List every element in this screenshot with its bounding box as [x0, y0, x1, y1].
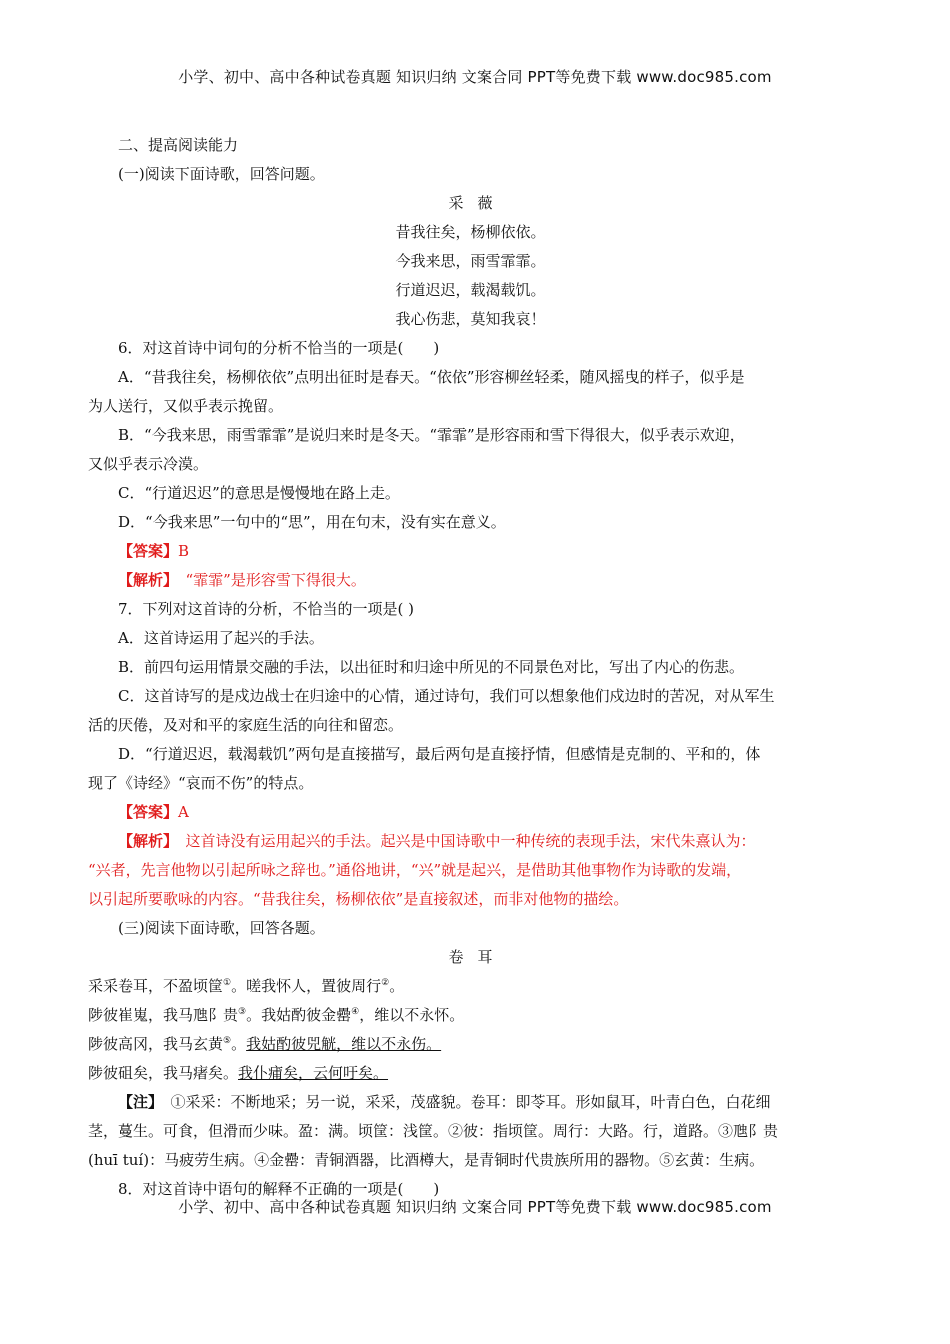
q6-answer — [88, 537, 853, 566]
footnote-marker: ⑤ — [223, 1036, 232, 1046]
analysis-text: 这首诗没有运用起兴的手法。起兴是中国诗歌中一种传统的表现手法，宋代朱熹认为： — [170, 832, 756, 850]
poem1-line: 我心伤悲，莫知我哀！ — [395, 310, 546, 328]
q7-option-c-cont: 活的厌倦，及对和平的家庭生活的向往和留恋。 — [88, 716, 404, 734]
section-heading: 二、提高阅读能力 — [118, 136, 239, 154]
poem1-title: 采薇 — [448, 194, 507, 212]
q6-option-d: D．“今我来思”一句中的“思”，用在句末，没有实在意义。 — [118, 513, 506, 531]
poem1-line: 今我来思，雨雪霏霏。 — [395, 252, 546, 270]
underlined-text: 我仆痡矣，云何吁矣。 — [238, 1064, 389, 1082]
underlined-text: 我姑酌彼兕觥，维以不永伤。 — [246, 1035, 442, 1053]
note-cont: 茎，蔓生。可食，但滑而少味。盈：满。顷筐：浅筐。②彼：指顷筐。周行：大路。行，道路。③虺阝贵 — [88, 1122, 779, 1140]
poem2-line: 陟彼高冈，我马玄黄⑤。我姑酌彼兕觥，维以不永伤。 — [88, 1035, 442, 1053]
answer-tag: 【答案】 — [118, 542, 179, 560]
poem2-line: 采采卷耳，不盈顷筐①。嗟我怀人，置彼周行②。 — [88, 977, 405, 995]
poem1-line: 昔我往矣，杨柳依依。 — [395, 223, 546, 241]
q7-analysis-cont: “兴者，先言他物以引起所咏之辞也。”通俗地讲，“兴”就是起兴，是借助其他事物作为诗歌的发端， — [88, 861, 742, 879]
part3-intro: (三)阅读下面诗歌，回答各题。 — [118, 919, 325, 937]
q7-answer — [88, 798, 853, 827]
poem2-title: 卷耳 — [448, 948, 507, 966]
analysis-tag: 【解析】 — [118, 571, 171, 589]
note-cont: (huī tuí)：马疲劳生病。④金罍：青铜酒器，比酒樽大，是青铜时代贵族所用的器物。⑤玄黄：生病。 — [88, 1151, 765, 1169]
answer-tag: 【答案】 — [118, 803, 179, 821]
q7-stem: 7．下列对这首诗的分析，不恰当的一项是( ) — [118, 600, 415, 618]
document-body — [88, 131, 853, 1204]
poem1-line: 行道迟迟，载渴载饥。 — [395, 281, 546, 299]
q6-stem: 6．对这首诗中词句的分析不恰当的一项是( ) — [118, 339, 440, 357]
note-text: ①采采：不断地采；另一说，采采，茂盛貌。卷耳：即苓耳。形如鼠耳，叶青白色，白花细 — [155, 1093, 771, 1111]
footnote-marker: ① — [223, 978, 232, 988]
analysis-text: “霏霏”是形容雪下得很大。 — [170, 571, 366, 589]
answer-value: A — [178, 803, 189, 821]
q7-option-d: D．“行道迟迟，载渴载饥”两句是直接描写，最后两句是直接抒情，但感情是克制的、平和的，体 — [118, 745, 761, 763]
q7-option-b: B．前四句运用情景交融的手法，以出征时和归途中所见的不同景色对比，写出了内心的伤悲。 — [118, 658, 745, 676]
poem2-line: 陟彼砠矣，我马瘏矣。我仆痡矣，云何吁矣。 — [88, 1064, 389, 1082]
footnote-marker: ④ — [351, 1007, 360, 1017]
q7-option-a: A．这首诗运用了起兴的手法。 — [118, 629, 324, 647]
note-tag: 【注】 — [118, 1093, 156, 1111]
q6-option-a: A．“昔我往矣，杨柳依依”点明出征时是春天。“依依”形容柳丝轻柔，随风摇曳的样子，似乎是 — [118, 368, 745, 386]
note — [88, 1088, 853, 1117]
poem2-line: 陟彼崔嵬，我马虺阝贵③。我姑酌彼金罍④，维以不永怀。 — [88, 1006, 465, 1024]
q6-option-a-cont: 为人送行，又似乎表示挽留。 — [88, 397, 284, 415]
q7-option-c: C．这首诗写的是戍边战士在归途中的心情，通过诗句，我们可以想象他们戍边时的苦况，对从军生 — [118, 687, 775, 705]
footnote-marker: ③ — [238, 1007, 247, 1017]
part1-intro: (一)阅读下面诗歌，回答问题。 — [118, 165, 325, 183]
q6-option-b: B．“今我来思，雨雪霏霏”是说归来时是冬天。“霏霏”是形容雨和雪下得很大，似乎表示欢迎， — [118, 426, 745, 444]
q7-analysis-cont: 以引起所要歌咏的内容。“昔我往矣，杨柳依依”是直接叙述，而非对他物的描绘。 — [88, 890, 629, 908]
q7-option-d-cont: 现了《诗经》“哀而不伤”的特点。 — [88, 774, 314, 792]
answer-value: B — [178, 542, 190, 560]
footer-banner: 小学、初中、高中各种试卷真题 知识归纳 文案合同 PPT等免费下载 www.doc985.com — [178, 1198, 772, 1216]
q7-analysis — [88, 827, 853, 856]
footnote-marker: ② — [381, 978, 390, 988]
q6-analysis — [88, 566, 853, 595]
q6-option-c: C．“行道迟迟”的意思是慢慢地在路上走。 — [118, 484, 400, 502]
header-banner: 小学、初中、高中各种试卷真题 知识归纳 文案合同 PPT等免费下载 www.doc985.com — [178, 68, 772, 86]
analysis-tag: 【解析】 — [118, 832, 171, 850]
q6-option-b-cont: 又似乎表示冷漠。 — [88, 455, 209, 473]
q8-stem: 8．对这首诗中语句的解释不正确的一项是( ) — [118, 1180, 440, 1198]
